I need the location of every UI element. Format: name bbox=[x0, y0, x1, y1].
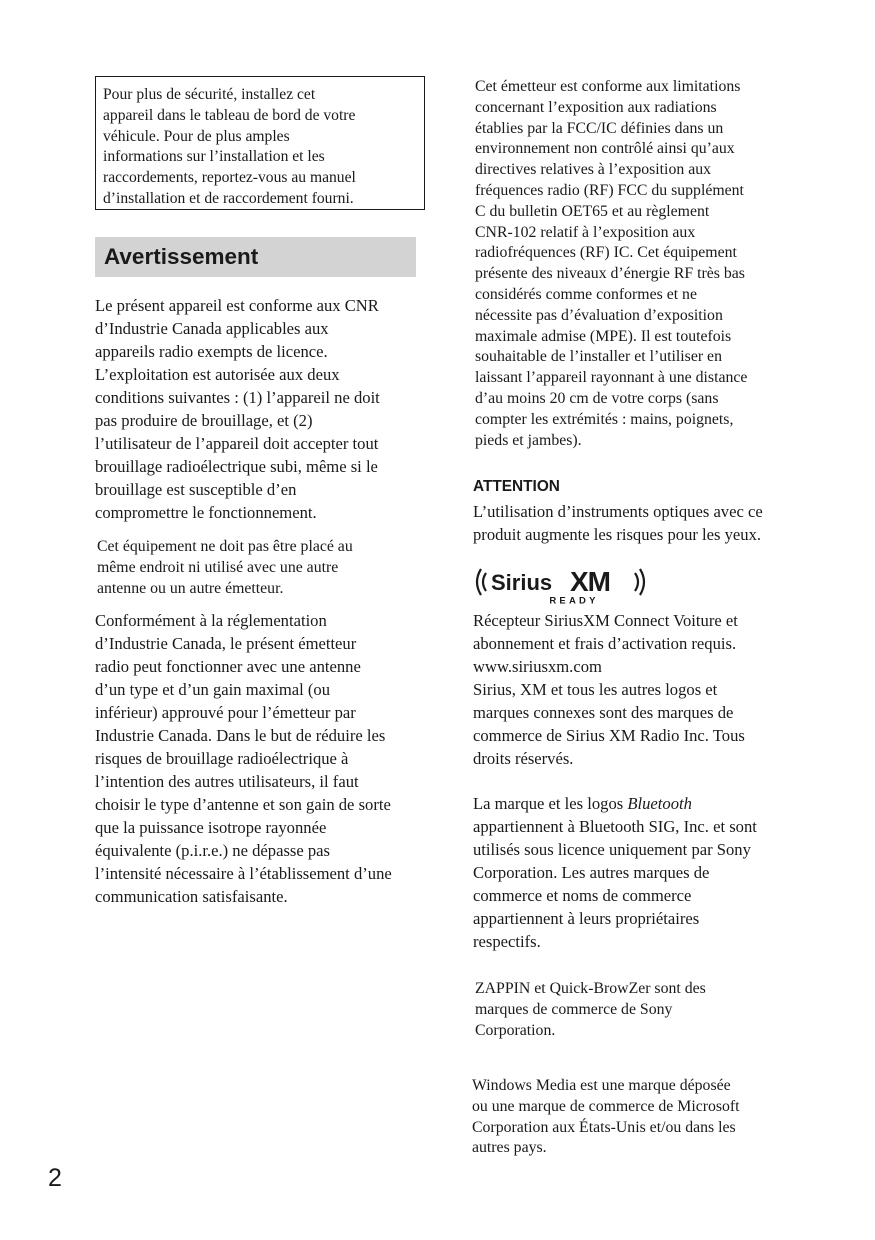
paragraph-line: ou une marque de commerce de Microsoft bbox=[472, 1097, 740, 1115]
safety-note-line: véhicule. Pour de plus amples bbox=[103, 127, 290, 145]
paragraph-line: établies par la FCC/IC définies dans un bbox=[475, 119, 724, 137]
paragraph-line: choisir le type d’antenne et son gain de sorte bbox=[95, 795, 391, 814]
paragraph-line: pieds et jambes). bbox=[475, 431, 582, 449]
paragraph-line: Conformément à la réglementation bbox=[95, 611, 327, 630]
paragraph-line: radiofréquences (RF) IC. Cet équipement bbox=[475, 244, 737, 262]
paragraph-line: autres pays. bbox=[472, 1139, 547, 1157]
paragraph-line: appartiennent à Bluetooth SIG, Inc. et sont bbox=[473, 817, 757, 836]
paragraph-line: Sirius, XM et tous les autres logos et bbox=[473, 680, 718, 699]
paragraph-line: maximale admise (MPE). Il est toutefois bbox=[475, 327, 732, 345]
paragraph-line: compromettre le fonctionnement. bbox=[95, 503, 317, 522]
safety-note-box bbox=[95, 76, 425, 210]
paragraph-line: utilisés sous licence uniquement par Sony bbox=[473, 840, 751, 859]
attention-paragraph bbox=[473, 500, 763, 546]
siriusxm-ready-logo bbox=[471, 563, 651, 607]
paragraph-line: même endroit ni utilisé avec une autre bbox=[97, 558, 339, 576]
logo-subtitle-ready: READY bbox=[549, 595, 599, 607]
paragraph-line: ZAPPIN et Quick-BrowZer sont des bbox=[475, 980, 706, 997]
paragraph-line: l’intensité nécessaire à l’établissement d’une bbox=[95, 864, 392, 883]
paragraph-line: L’exploitation est autorisée aux deux bbox=[95, 365, 340, 384]
paragraph-line: considérés comme conformes et ne bbox=[475, 285, 697, 303]
paragraph-line: l’intention des autres utilisateurs, il faut bbox=[95, 772, 359, 791]
paragraph-line: Récepteur SiriusXM Connect Voiture et bbox=[473, 611, 738, 630]
paragraph-line: équivalente (p.i.r.e.) ne dépasse pas bbox=[95, 841, 330, 860]
paragraph-line: fréquences radio (RF) FCC du supplément bbox=[475, 181, 744, 199]
paragraph-line: communication satisfaisante. bbox=[95, 887, 288, 906]
paragraph-line: conditions suivantes : (1) l’appareil ne doit bbox=[95, 388, 380, 407]
paragraph-line: Cet émetteur est conforme aux limitations bbox=[475, 78, 741, 95]
attention-heading: ATTENTION bbox=[473, 478, 560, 495]
safety-note-line: d’installation et de raccordement fourni. bbox=[103, 189, 354, 207]
paragraph-line: antenne ou un autre émetteur. bbox=[97, 579, 284, 597]
page-number: 2 bbox=[48, 1164, 62, 1192]
paragraph-line: présente des niveaux d’énergie RF très bas bbox=[475, 265, 745, 283]
paragraph-line: CNR-102 relatif à l’exposition aux bbox=[475, 223, 696, 241]
paragraph-line: d’Industrie Canada, le présent émetteur bbox=[95, 634, 357, 653]
logo-wordmark-sirius: Sirius bbox=[491, 570, 553, 595]
paragraph-line: appartiennent à leurs propriétaires bbox=[473, 909, 700, 928]
logo-wordmark-xm: XM bbox=[570, 566, 610, 597]
paragraph-line: Corporation. Les autres marques de bbox=[473, 863, 710, 882]
paragraph-line: Corporation. bbox=[475, 1021, 556, 1039]
paragraph-line: commerce et noms de commerce bbox=[473, 886, 692, 905]
paragraph-line: respectifs. bbox=[473, 932, 541, 951]
bluetooth-paragraph bbox=[473, 792, 757, 953]
paragraph-line: C du bulletin OET65 et au règlement bbox=[475, 202, 710, 220]
paragraph-line: produit augmente les risques pour les yeux. bbox=[473, 525, 762, 544]
paragraph-line: Industrie Canada. Dans le but de réduire les bbox=[95, 726, 386, 745]
paragraph-line: appareils radio exempts de licence. bbox=[95, 342, 328, 361]
paragraph-line: marques connexes sont des marques de bbox=[473, 703, 734, 722]
paragraph-line: Le présent appareil est conforme aux CNR bbox=[95, 296, 379, 315]
paragraph-line: d’Industrie Canada applicables aux bbox=[95, 319, 329, 338]
paragraph-line: l’utilisateur de l’appareil doit accepter tout bbox=[95, 434, 379, 453]
paragraph-line: souhaitable de l’installer et l’utiliser en bbox=[475, 348, 722, 366]
paragraph-line: laissant l’appareil rayonnant à une distance bbox=[475, 369, 748, 387]
siriusxm-url: www.siriusxm.com bbox=[473, 657, 602, 676]
rf-exposure-paragraph bbox=[475, 77, 747, 451]
safety-note-line: raccordements, reportez-vous au manuel bbox=[103, 169, 356, 187]
bluetooth-brand-italic: Bluetooth bbox=[627, 794, 692, 813]
paragraph-line: concernant l’exposition aux radiations bbox=[475, 98, 717, 116]
paragraph-line: d’un type et d’un gain maximal (ou bbox=[95, 680, 331, 699]
paragraph-line: nécessite pas d’évaluation d’exposition bbox=[475, 306, 723, 324]
paragraph-line: radio peut fonctionner avec une antenne bbox=[95, 657, 361, 676]
paragraph-line: pas produire de brouillage, et (2) bbox=[95, 411, 313, 430]
cnr-compliance-paragraph bbox=[95, 294, 380, 524]
radio-waves-left-icon bbox=[477, 569, 486, 595]
paragraph-line: brouillage est susceptible d’en bbox=[95, 480, 297, 499]
zappin-trademark-paragraph bbox=[475, 979, 706, 1041]
safety-note-line: informations sur l’installation et les bbox=[103, 148, 325, 166]
placement-note bbox=[97, 537, 353, 599]
safety-note-line: Pour plus de sécurité, installez cet bbox=[103, 86, 316, 103]
paragraph-line: d’au moins 20 cm de votre corps (sans bbox=[475, 389, 719, 407]
windows-media-trademark-paragraph bbox=[472, 1076, 740, 1159]
paragraph-line: risques de brouillage radioélectrique à bbox=[95, 749, 349, 768]
paragraph-line: Cet équipement ne doit pas être placé au bbox=[97, 538, 353, 555]
warning-heading: Avertissement bbox=[95, 237, 416, 277]
paragraph-line: que la puissance isotrope rayonnée bbox=[95, 818, 327, 837]
radio-waves-right-icon bbox=[635, 569, 644, 595]
paragraph-line: Corporation aux États-Unis et/ou dans les bbox=[472, 1118, 736, 1136]
paragraph-line: L’utilisation d’instruments optiques avec ce bbox=[473, 502, 763, 521]
paragraph-line: droits réservés. bbox=[473, 749, 574, 768]
bluetooth-line-prefix: La marque et les logos bbox=[473, 794, 628, 813]
paragraph-line: compter les extrémités : mains, poignets, bbox=[475, 410, 734, 428]
paragraph-line: commerce de Sirius XM Radio Inc. Tous bbox=[473, 726, 745, 745]
paragraph-line: directives relatives à l’exposition aux bbox=[475, 161, 711, 179]
paragraph-line: marques de commerce de Sony bbox=[475, 1000, 673, 1018]
siriusxm-paragraph bbox=[473, 609, 745, 770]
paragraph-line: brouillage radioélectrique subi, même si le bbox=[95, 457, 378, 476]
safety-note-line: appareil dans le tableau de bord de votre bbox=[103, 106, 356, 124]
paragraph-line: abonnement et frais d’activation requis. bbox=[473, 634, 737, 653]
antenna-regulation-paragraph bbox=[95, 609, 392, 908]
paragraph-line: Windows Media est une marque déposée bbox=[472, 1077, 731, 1094]
paragraph-line: inférieur) approuvé pour l’émetteur par bbox=[95, 703, 356, 722]
paragraph-line: environnement non contrôlé ainsi qu’aux bbox=[475, 140, 735, 158]
paragraph-line bbox=[473, 792, 757, 815]
